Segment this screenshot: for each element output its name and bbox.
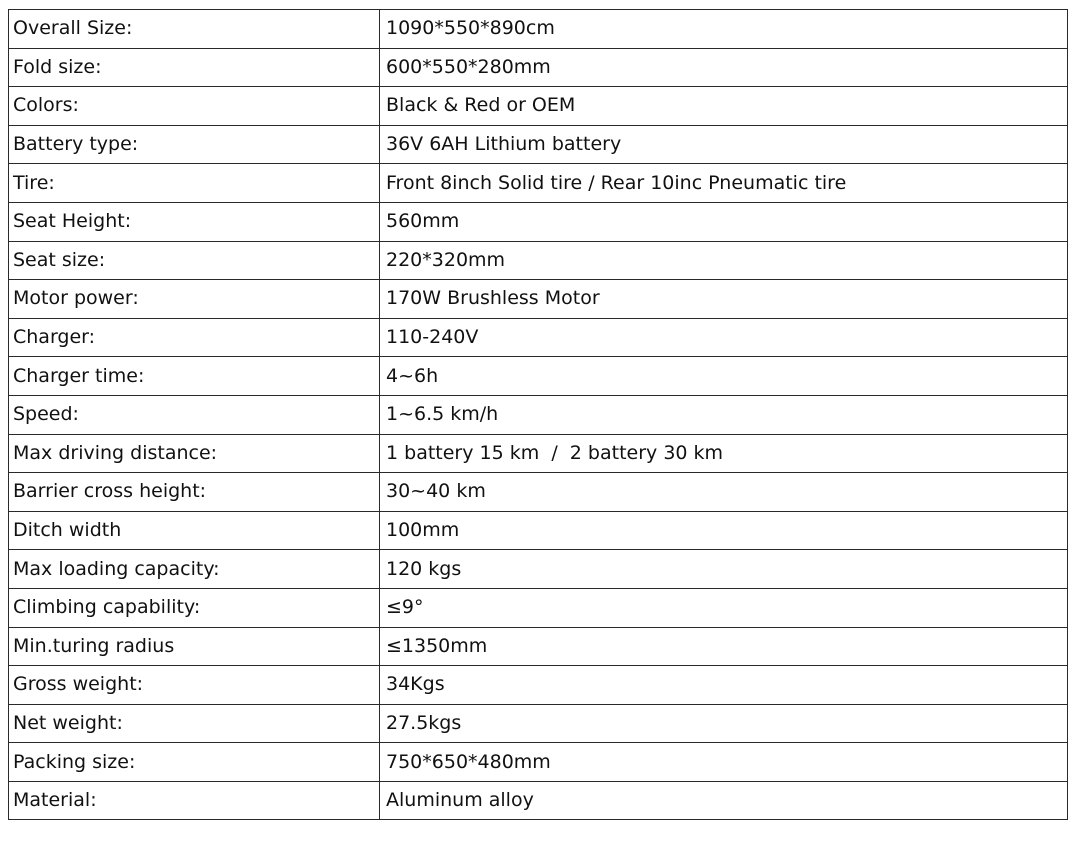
spec-value: 36V 6AH Lithium battery	[380, 125, 1068, 164]
table-row	[9, 588, 1068, 627]
spec-label: Seat Height:	[9, 202, 380, 241]
spec-label: Seat size:	[9, 241, 380, 280]
spec-value: 120 kgs	[380, 550, 1068, 589]
table-row	[9, 10, 1068, 49]
table-row	[9, 48, 1068, 87]
spec-label: Min.turing radius	[9, 627, 380, 666]
spec-label: Motor power:	[9, 280, 380, 319]
spec-label: Packing size:	[9, 743, 380, 782]
spec-label: Ditch width	[9, 511, 380, 550]
spec-value: 560mm	[380, 202, 1068, 241]
spec-value: Black & Red or OEM	[380, 87, 1068, 126]
spec-label: Battery type:	[9, 125, 380, 164]
spec-value: 4~6h	[380, 357, 1068, 396]
table-row	[9, 666, 1068, 705]
spec-value: 110-240V	[380, 318, 1068, 357]
spec-label: Overall Size:	[9, 10, 380, 49]
spec-value: 170W Brushless Motor	[380, 280, 1068, 319]
table-row	[9, 318, 1068, 357]
spec-value: 27.5kgs	[380, 704, 1068, 743]
spec-value: ≤1350mm	[380, 627, 1068, 666]
spec-label: Net weight:	[9, 704, 380, 743]
spec-label: Climbing capability:	[9, 588, 380, 627]
table-row	[9, 125, 1068, 164]
spec-label: Material:	[9, 781, 380, 820]
table-row	[9, 202, 1068, 241]
spec-value: 220*320mm	[380, 241, 1068, 280]
table-row	[9, 781, 1068, 820]
spec-value: Front 8inch Solid tire / Rear 10inc Pneumatic tire	[380, 164, 1068, 203]
table-row	[9, 473, 1068, 512]
spec-label: Charger:	[9, 318, 380, 357]
spec-label: Gross weight:	[9, 666, 380, 705]
spec-value: 1~6.5 km/h	[380, 395, 1068, 434]
spec-table	[8, 9, 1068, 820]
table-row	[9, 87, 1068, 126]
table-row	[9, 511, 1068, 550]
spec-label: Max loading capacity:	[9, 550, 380, 589]
table-row	[9, 743, 1068, 782]
table-row	[9, 704, 1068, 743]
spec-value: 30~40 km	[380, 473, 1068, 512]
table-row	[9, 357, 1068, 396]
table-row	[9, 395, 1068, 434]
spec-value: 34Kgs	[380, 666, 1068, 705]
spec-value: 1 battery 15 km / 2 battery 30 km	[380, 434, 1068, 473]
spec-label: Fold size:	[9, 48, 380, 87]
table-row	[9, 280, 1068, 319]
spec-label: Charger time:	[9, 357, 380, 396]
spec-label: Speed:	[9, 395, 380, 434]
spec-label: Colors:	[9, 87, 380, 126]
table-row	[9, 164, 1068, 203]
table-row	[9, 241, 1068, 280]
spec-label: Barrier cross height:	[9, 473, 380, 512]
table-row	[9, 550, 1068, 589]
spec-value: 1090*550*890cm	[380, 10, 1068, 49]
spec-label: Max driving distance:	[9, 434, 380, 473]
table-row	[9, 434, 1068, 473]
spec-value: ≤9°	[380, 588, 1068, 627]
spec-value: 100mm	[380, 511, 1068, 550]
spec-value: 600*550*280mm	[380, 48, 1068, 87]
spec-label: Tire:	[9, 164, 380, 203]
spec-value: Aluminum alloy	[380, 781, 1068, 820]
spec-value: 750*650*480mm	[380, 743, 1068, 782]
table-row	[9, 627, 1068, 666]
